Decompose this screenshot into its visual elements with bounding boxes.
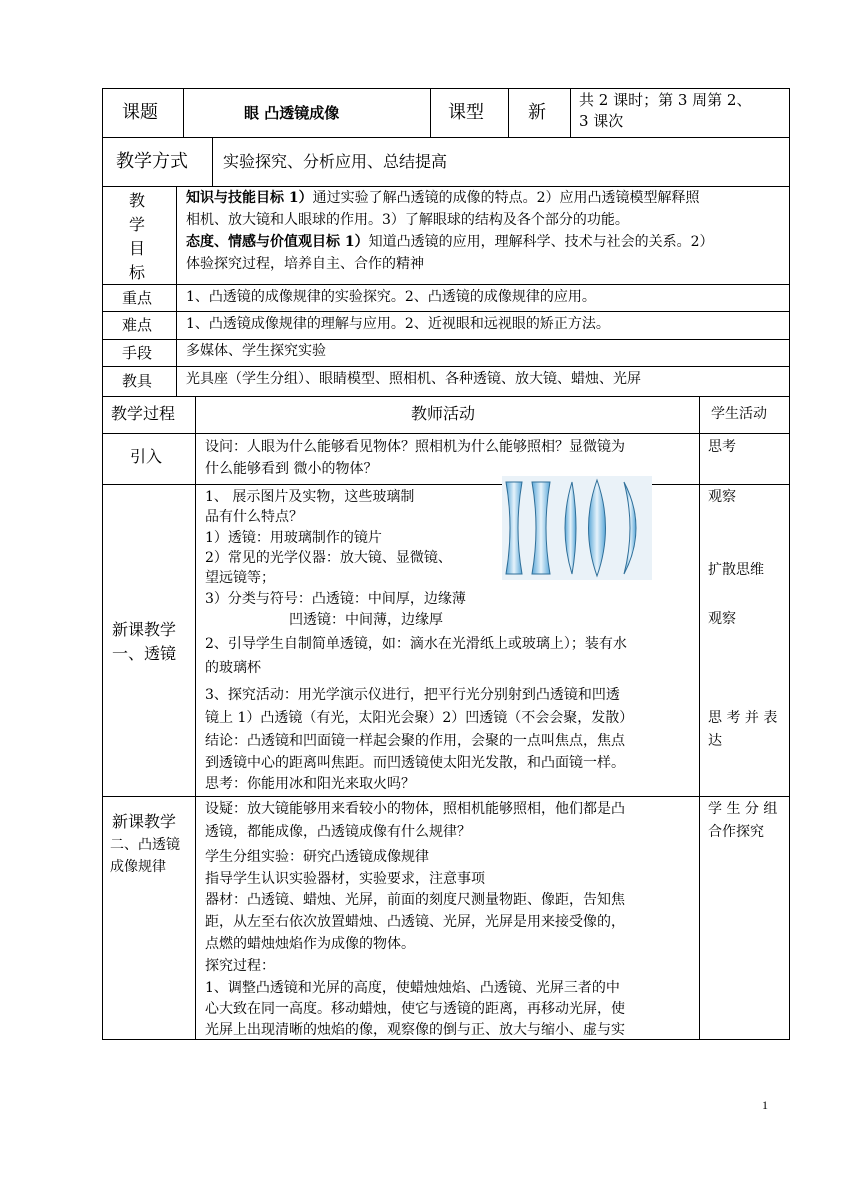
process-col-2-header: 教师活动 bbox=[411, 404, 476, 423]
lesson1-teacher-line: 2、引导学生自制简单透镜，如：滴水在光滑纸上或玻璃上）；装有水 bbox=[205, 636, 627, 652]
table-rule bbox=[102, 88, 790, 89]
schedule-line-1: 共 2 课时；第 3 周第 2、 bbox=[579, 91, 752, 109]
lesson1-teacher-line: 2）常见的光学仪器：放大镜、显微镜、 bbox=[205, 550, 452, 566]
key-point-value: 1、凸透镜的成像规律的实验探究。2、凸透镜的成像规律的应用。 bbox=[186, 289, 596, 305]
lens-illustration bbox=[502, 476, 652, 580]
lesson2-teacher-line: 光屏上出现清晰的烛焰的像，观察像的倒与正、放大与缩小、虚与实 bbox=[205, 1022, 625, 1038]
lesson1-student-line: 观察 bbox=[708, 489, 736, 505]
lesson1-student-line: 扩散思维 bbox=[708, 562, 764, 578]
lesson2-teacher-line: 1、调整凸透镜和光屏的高度，使蜡烛烛焰、凸透镜、光屏三者的中 bbox=[205, 980, 620, 996]
table-rule bbox=[102, 796, 790, 797]
lesson1-teacher-line: 望远镜等； bbox=[205, 570, 275, 586]
goals-line-3 bbox=[186, 233, 714, 252]
goals-line-1-heading: 知识与技能目标 1） bbox=[186, 190, 313, 206]
lesson1-label-line: 一、透镜 bbox=[112, 644, 177, 663]
lesson2-teacher-line: 心大致在同一高度。移动蜡烛，使它与透镜的距离，再移动光屏，使 bbox=[205, 1001, 625, 1017]
table-rule bbox=[789, 88, 790, 1040]
table-rule bbox=[102, 433, 790, 434]
topic-label: 课题 bbox=[122, 102, 158, 123]
lesson2-teacher-line: 指导学生认识实验器材，实验要求，注意事项 bbox=[205, 871, 485, 887]
lesson2-student-line: 合作探究 bbox=[708, 824, 764, 840]
goals-line-2: 相机、放大镜和人眼球的作用。3）了解眼球的结构及各个部分的功能。 bbox=[186, 212, 629, 228]
lesson2-student-line: 学 生 分 组 bbox=[708, 801, 778, 817]
type-value: 新 bbox=[528, 102, 546, 123]
table-rule bbox=[430, 88, 431, 137]
lesson1-teacher-line: 结论：凸透镜和凹面镜一样起会聚的作用，会聚的一点叫焦点，焦点 bbox=[205, 733, 625, 749]
schedule-line-2: 3 课次 bbox=[579, 112, 624, 130]
lens-shapes-icon bbox=[502, 476, 652, 580]
table-rule bbox=[102, 484, 790, 485]
goals-line-3-text: 知道凸透镜的应用，理解科学、技术与社会的关系。2） bbox=[368, 234, 714, 250]
process-col-3-header: 学生活动 bbox=[711, 406, 767, 422]
lesson2-label-line: 新课教学 bbox=[112, 812, 177, 831]
lesson1-teacher-line: 凹透镜：中间薄，边缘厚 bbox=[289, 612, 443, 628]
lesson1-student-line: 达 bbox=[708, 733, 722, 749]
lesson2-teacher-line: 距，从左至右依次放置蜡烛、凸透镜、光屏，光屏是用来接受像的， bbox=[205, 914, 625, 930]
means-value: 多媒体、学生探究实验 bbox=[186, 343, 326, 359]
lesson1-teacher-line: 到透镜中心的距离叫焦距。而凹透镜使太阳光发散，和凸面镜一样。 bbox=[205, 755, 625, 771]
lesson1-teacher-line: 镜上 1）凸透镜（有光，太阳光会聚）2）凹透镜（不会会聚，发散） bbox=[205, 710, 634, 726]
type-label: 课型 bbox=[448, 102, 484, 123]
goals-label-4: 标 bbox=[129, 263, 146, 282]
table-rule bbox=[102, 284, 790, 285]
lesson2-label-line: 二、凸透镜 bbox=[110, 837, 180, 853]
goals-line-1-text: 通过实验了解凸透镜的成像的特点。2）应用凸透镜模型解释照 bbox=[312, 190, 700, 206]
lesson2-teacher-line: 点燃的蜡烛烛焰作为成像的物体。 bbox=[205, 936, 415, 952]
lesson2-label-line: 成像规律 bbox=[110, 859, 166, 875]
lesson1-student-line: 观察 bbox=[708, 611, 736, 627]
table-rule bbox=[508, 88, 509, 137]
lesson2-teacher-line: 设疑：放大镜能够用来看较小的物体，照相机能够照相，他们都是凸 bbox=[205, 801, 625, 817]
goals-line-3-heading: 态度、情感与价值观目标 1） bbox=[186, 234, 369, 250]
key-point-label: 重点 bbox=[122, 289, 153, 307]
lesson1-teacher-line: 思考：你能用冰和阳光来取火吗？ bbox=[205, 776, 415, 792]
process-col-1-header: 教学过程 bbox=[111, 404, 176, 423]
table-rule bbox=[570, 88, 571, 137]
goals-label-2: 学 bbox=[129, 215, 146, 234]
page-number: 1 bbox=[762, 1098, 768, 1112]
lesson1-teacher-line: 品有什么特点？ bbox=[205, 509, 303, 525]
lesson2-teacher-line: 透镜，都能成像，凸透镜成像有什么规律？ bbox=[205, 824, 471, 840]
intro-teacher-line: 什么能够看到 微小的物体？ bbox=[205, 461, 378, 477]
tools-value: 光具座（学生分组）、眼睛模型、照相机、各种透镜、放大镜、蜡烛、光屏 bbox=[186, 371, 641, 387]
difficulty-label: 难点 bbox=[122, 316, 153, 334]
lesson1-teacher-line: 3、探究活动：用光学演示仪进行，把平行光分别射到凸透镜和凹透 bbox=[205, 687, 620, 703]
lesson1-student-line: 思 考 并 表 bbox=[708, 710, 778, 726]
lesson1-teacher-line: 的玻璃杯 bbox=[205, 660, 261, 676]
goals-label-1: 教 bbox=[129, 191, 146, 210]
lesson1-teacher-line: 1、 展示图片及实物，这些玻璃制 bbox=[205, 489, 415, 505]
table-rule bbox=[102, 396, 790, 397]
table-rule bbox=[195, 396, 196, 1040]
goals-line-4: 体验探究过程，培养自主、合作的精神 bbox=[186, 256, 424, 272]
table-rule bbox=[102, 186, 790, 187]
lesson2-teacher-line: 学生分组实验：研究凸透镜成像规律 bbox=[205, 849, 429, 865]
table-rule bbox=[102, 339, 790, 340]
table-rule bbox=[102, 311, 790, 312]
intro-label: 引入 bbox=[130, 447, 163, 466]
table-rule bbox=[102, 366, 790, 367]
topic-value: 眼 凸透镜成像 bbox=[244, 104, 340, 122]
table-rule bbox=[176, 186, 177, 396]
lesson1-label-line: 新课教学 bbox=[112, 620, 177, 639]
lesson1-teacher-line: 1）透镜：用玻璃制作的镜片 bbox=[205, 530, 382, 546]
difficulty-value: 1、凸透镜成像规律的理解与应用。2、近视眼和远视眼的矫正方法。 bbox=[186, 316, 610, 332]
means-label: 手段 bbox=[122, 344, 153, 362]
method-label: 教学方式 bbox=[116, 151, 188, 172]
table-rule bbox=[212, 137, 213, 186]
table-rule bbox=[102, 88, 103, 1040]
goals-line-1 bbox=[186, 189, 700, 208]
lesson2-teacher-line: 器材：凸透镜、蜡烛、光屏，前面的刻度尺测量物距、像距，告知焦 bbox=[205, 892, 625, 908]
table-rule bbox=[102, 137, 790, 138]
tools-label: 教具 bbox=[122, 372, 153, 390]
intro-student: 思考 bbox=[708, 439, 736, 455]
lesson2-teacher-line: 探究过程： bbox=[205, 958, 275, 974]
table-rule bbox=[699, 396, 700, 1040]
method-value: 实验探究、分析应用、总结提高 bbox=[223, 152, 448, 171]
goals-label-3: 目 bbox=[129, 239, 146, 258]
lesson1-teacher-line: 3）分类与符号：凸透镜：中间厚，边缘薄 bbox=[205, 591, 466, 607]
intro-teacher-line: 设问：人眼为什么能够看见物体？照相机为什么能够照相？显微镜为 bbox=[205, 439, 625, 455]
table-rule bbox=[183, 88, 184, 137]
